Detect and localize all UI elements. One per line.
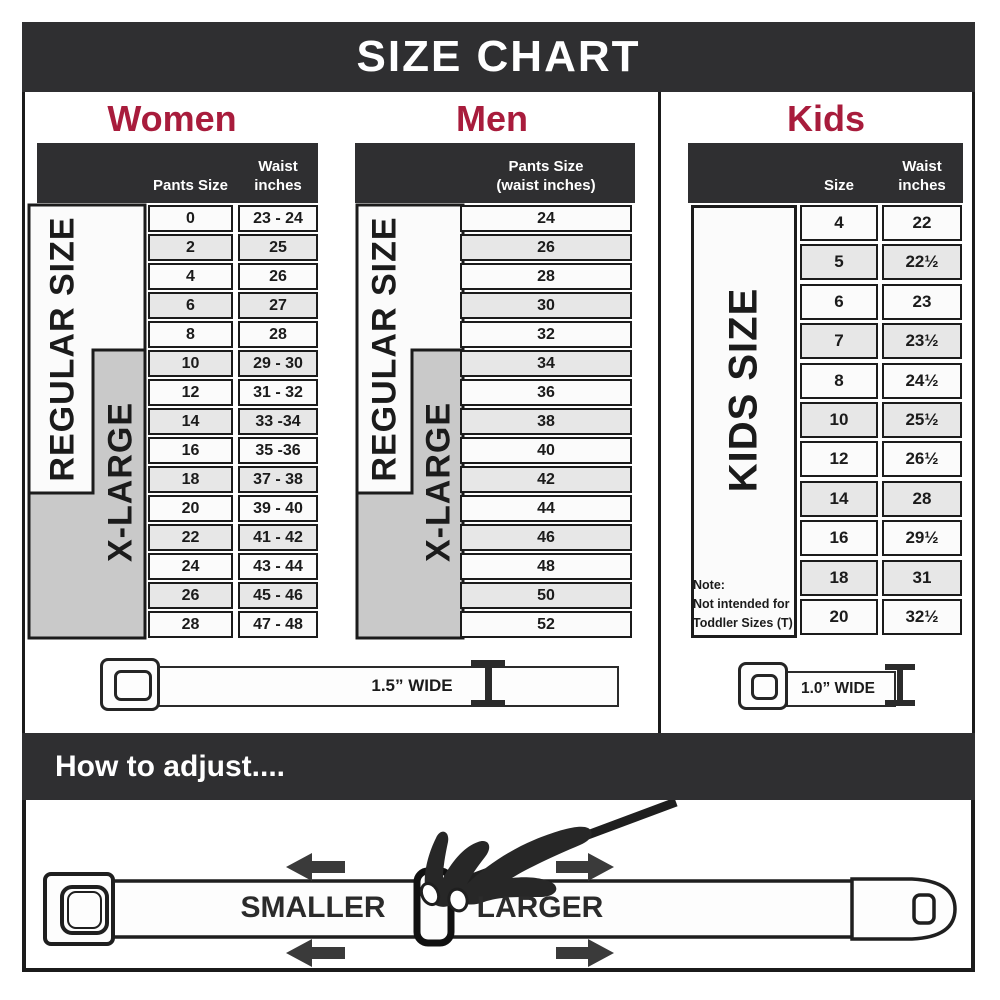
table-row [148,524,318,551]
women-col-pants-size: Pants Size [152,177,229,194]
table-row [148,234,318,261]
table-row [460,466,632,493]
men-regular-size-label: REGULAR SIZE [365,216,404,482]
pants-size-cell: 36 [460,379,632,406]
size-cell: 8 [800,363,878,399]
table-row [460,292,632,319]
waist-cell: 26 [238,263,318,290]
pants-size-cell: 22 [148,524,233,551]
table-row [460,437,632,464]
kids-section-divider [658,92,661,733]
pants-size-cell: 24 [460,205,632,232]
men-col-pants-size: Pants Size (waist inches) [496,158,596,194]
table-row [800,441,962,477]
adjust-belt-illustration [26,800,971,968]
adult-belt-width-label: 1.5” WIDE [371,676,453,695]
arrow-left-icon [286,939,345,967]
kids-col-waist: Waist inches [898,158,946,194]
table-row [148,263,318,290]
pants-size-cell: 28 [460,263,632,290]
size-cell: 14 [800,481,878,517]
table-row [460,350,632,377]
table-row [800,244,962,280]
waist-cell: 39 - 40 [238,495,318,522]
table-row [800,205,962,241]
waist-cell: 22 [882,205,962,241]
waist-cell: 45 - 46 [238,582,318,609]
larger-label: LARGER [476,891,604,924]
waist-cell: 35 -36 [238,437,318,464]
table-row [460,321,632,348]
belt-tip [852,879,955,939]
kids-buckle-button [751,674,778,700]
waist-cell: 37 - 38 [238,466,318,493]
table-row [460,408,632,435]
kids-size-zone-label: KIDS SIZE [721,287,766,493]
size-cell: 10 [800,402,878,438]
table-row [460,495,632,522]
waist-cell: 31 - 32 [238,379,318,406]
kids-heading: Kids [786,98,865,139]
table-row [460,379,632,406]
size-cell: 6 [800,284,878,320]
pants-size-cell: 8 [148,321,233,348]
pants-size-cell: 6 [148,292,233,319]
pants-size-cell: 14 [148,408,233,435]
size-cell: 12 [800,441,878,477]
pants-size-cell: 30 [460,292,632,319]
size-cell: 4 [800,205,878,241]
waist-cell: 29½ [882,520,962,556]
table-row [148,553,318,580]
kids-note: Note: Not intended for Toddler Sizes (T) [693,578,793,630]
table-row [148,466,318,493]
women-col-waist: Waist inches [254,158,302,194]
table-row [148,611,318,638]
pants-size-cell: 46 [460,524,632,551]
waist-cell: 43 - 44 [238,553,318,580]
size-cell: 7 [800,323,878,359]
women-xlarge-label: X-LARGE [101,402,140,562]
pants-size-cell: 4 [148,263,233,290]
table-row [460,234,632,261]
waist-cell: 22½ [882,244,962,280]
pants-size-cell: 16 [148,437,233,464]
waist-cell: 23 [882,284,962,320]
waist-cell: 23½ [882,323,962,359]
pants-size-cell: 26 [460,234,632,261]
women-heading: Women [107,98,237,139]
men-xlarge-label: X-LARGE [419,402,458,562]
pants-size-cell: 26 [148,582,233,609]
pants-size-cell: 34 [460,350,632,377]
table-row [800,520,962,556]
table-row [800,560,962,596]
pants-size-cell: 20 [148,495,233,522]
size-tables-panel [22,92,975,733]
waist-cell: 47 - 48 [238,611,318,638]
size-cell: 16 [800,520,878,556]
pants-size-cell: 38 [460,408,632,435]
arrow-right-icon [556,853,614,881]
table-row [148,437,318,464]
pants-size-cell: 12 [148,379,233,406]
pants-size-cell: 50 [460,582,632,609]
adult-buckle-button [114,670,152,701]
table-row [800,284,962,320]
arrow-right-icon [556,939,614,967]
smaller-label: SMALLER [240,891,386,924]
pants-size-cell: 28 [148,611,233,638]
arrow-left-icon [286,853,345,881]
pants-size-cell: 10 [148,350,233,377]
waist-cell: 25½ [882,402,962,438]
table-row [800,402,962,438]
waist-cell: 24½ [882,363,962,399]
waist-cell: 41 - 42 [238,524,318,551]
pants-size-cell: 48 [460,553,632,580]
table-row [148,379,318,406]
page-title: SIZE CHART [22,22,975,92]
pants-size-cell: 18 [148,466,233,493]
table-row [460,524,632,551]
table-row [148,495,318,522]
waist-cell: 29 - 30 [238,350,318,377]
belt-tip-slot [914,895,934,923]
kids-col-size: Size [823,177,854,194]
size-cell: 5 [800,244,878,280]
men-heading: Men [456,98,528,139]
table-row [148,292,318,319]
panel-border-right [972,92,975,733]
panel-border-left [22,92,25,733]
waist-cell: 28 [882,481,962,517]
table-row [148,350,318,377]
pants-size-cell: 40 [460,437,632,464]
waist-cell: 32½ [882,599,962,635]
table-row [148,321,318,348]
table-row [800,323,962,359]
waist-cell: 31 [882,560,962,596]
table-row [148,408,318,435]
table-row [460,205,632,232]
pants-size-cell: 32 [460,321,632,348]
pants-size-cell: 42 [460,466,632,493]
pants-size-cell: 2 [148,234,233,261]
pants-size-cell: 0 [148,205,233,232]
table-row [460,611,632,638]
waist-cell: 26½ [882,441,962,477]
table-row [460,263,632,290]
table-row [148,582,318,609]
waist-cell: 23 - 24 [238,205,318,232]
size-cell: 20 [800,599,878,635]
table-row [148,205,318,232]
pants-size-cell: 44 [460,495,632,522]
table-row [460,582,632,609]
waist-cell: 27 [238,292,318,319]
table-row [800,599,962,635]
women-regular-size-label: REGULAR SIZE [43,216,82,482]
how-to-adjust-heading: How to adjust.... [22,733,975,800]
size-cell: 18 [800,560,878,596]
waist-cell: 33 -34 [238,408,318,435]
table-row [800,481,962,517]
table-row [800,363,962,399]
waist-cell: 28 [238,321,318,348]
pants-size-cell: 24 [148,553,233,580]
table-row [460,553,632,580]
pants-size-cell: 52 [460,611,632,638]
waist-cell: 25 [238,234,318,261]
kids-belt-width-label: 1.0” WIDE [800,680,876,697]
